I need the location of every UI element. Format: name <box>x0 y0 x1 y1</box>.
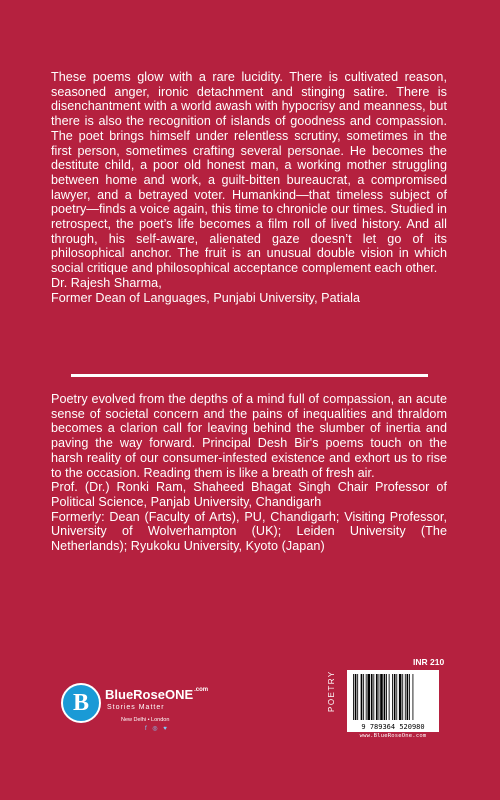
barcode-bar <box>399 674 402 720</box>
blurb-author: Dr. Rajesh Sharma, <box>51 275 162 290</box>
barcode-bar <box>384 674 386 720</box>
barcode-bar <box>405 674 406 720</box>
barcode-bar <box>361 674 363 720</box>
barcode-bar <box>392 674 393 720</box>
website-url: www.BlueRoseOne.com <box>359 733 427 739</box>
barcode-bar <box>379 674 380 720</box>
barcode-bar <box>413 674 414 720</box>
publisher-logo <box>61 683 211 753</box>
publisher-locations: New Delhi • London <box>121 717 170 723</box>
section-divider <box>71 374 428 377</box>
social-icons: f ◎ ♥ <box>145 726 169 732</box>
barcode-bar <box>376 674 378 720</box>
barcode-bar <box>353 674 354 720</box>
blurb-ram <box>51 392 447 554</box>
barcode-bar <box>363 674 364 720</box>
barcode-bar <box>371 674 373 720</box>
blurb-formerly: Formerly: Dean (Faculty of Arts), PU, Chandigarh; Visiting Professor, University of Wolverhampton (UK); Leiden University (The Netherlands); Ryukoku University, Kyoto (Japan) <box>51 509 447 554</box>
barcode-bar <box>402 674 403 720</box>
barcode-bar <box>357 674 358 720</box>
publisher-name-part2: ONE <box>164 687 194 702</box>
publisher-name-part1: BlueRose <box>105 687 165 702</box>
blurb-text: These poems glow with a rare lucidity. There is cultivated reason, seasoned anger, ironic detachment and stinging satire. There is disenchantment with a world awash with hypocrisy and meanness, but there is also the recognition of islands of goodness and compassion. The poet brings himself under relentless scrutiny, sometimes in the first person, sometimes crafting several personae. He becomes the destitute child, a poor old honest man, a working mother struggling between home and work, a guilt-bitten bureaucrat, a compromised lawyer, and a betrayed voter. Humankind—that timeless subject of poetry—finds a voice again, this time to chronicle our times. Studied in retrospect, the poet’s life becomes a film roll of lived history. And all through, his self-aware, alienated gaze doesn’t let go of its philosophical anchor. The fruit is an unusual double vision in which social critique and philosophical acceptance complement each other. <box>51 70 447 276</box>
barcode-icon <box>347 670 439 732</box>
barcode-bar <box>407 674 409 720</box>
blurb-text: Poetry evolved from the depths of a mind full of compassion, an acute sense of societal concern and the pains of inequalities and thraldom becomes a clarion call for leaving behind the slumber of inertia and paving the way forward. Principal Desh Bir's poems touch on the harsh reality of our consumer-infested existence and exhort us to rise to the occasion. Reading them is like a breath of fresh air. <box>51 392 447 480</box>
publisher-name-suffix: .com <box>194 687 209 693</box>
barcode-bar <box>396 674 397 720</box>
barcode-bar <box>389 674 390 720</box>
barcode-bar <box>394 674 396 720</box>
publisher-name <box>105 687 208 702</box>
blurb-affiliation: Former Dean of Languages, Punjabi University, Patiala <box>51 290 361 305</box>
publisher-tagline: Stories Matter <box>107 704 165 711</box>
barcode-bar <box>367 674 370 720</box>
barcode-bar <box>366 674 367 720</box>
isbn-barcode <box>347 670 439 732</box>
barcode-bar <box>373 674 374 720</box>
blurb-author: Prof. (Dr.) Ronki Ram, Shaheed Bhagat Singh Chair Professor of Political Science, Panjab University, Chandigarh <box>51 480 447 509</box>
blurb-sharma <box>51 70 447 305</box>
barcode-bar <box>380 674 383 720</box>
isbn-digits: 9 789364 520980 <box>361 723 425 731</box>
logo-b-icon: B <box>61 683 101 723</box>
barcode-bar <box>355 674 357 720</box>
genre-label: POETRY <box>327 670 336 712</box>
barcode-bar <box>409 674 410 720</box>
price-label: INR 210 <box>413 657 445 667</box>
barcode-bar <box>386 674 387 720</box>
